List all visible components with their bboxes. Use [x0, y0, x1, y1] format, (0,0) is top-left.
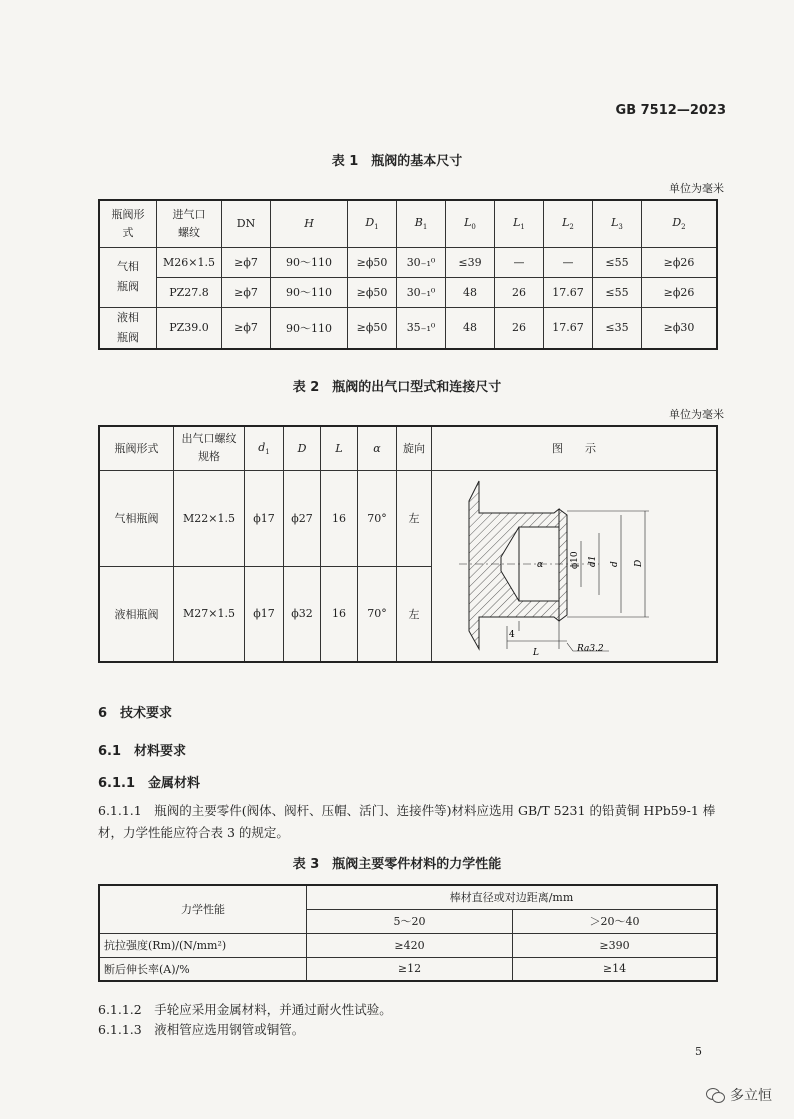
t1-cell: ≥ϕ7 — [222, 307, 271, 349]
t1-cell: — — [544, 247, 593, 277]
t3-cell: ≥420 — [307, 933, 513, 957]
t2-cell: 气相瓶阀 — [99, 470, 174, 566]
section-6-1-1-heading: 6.1.1 金属材料 — [98, 776, 201, 791]
t2-cell: 16 — [321, 470, 358, 566]
t3-row-label: 抗拉强度(Rm)/(N/mm²) — [99, 933, 307, 957]
t1-h-l2: $L_2$ — [544, 200, 593, 247]
t1-cell: ≥ϕ7 — [222, 277, 271, 307]
t2-cell: 16 — [321, 566, 358, 662]
t2-h-dir: 旋向 — [397, 426, 432, 470]
fig-phi10: ϕ10 — [570, 551, 580, 569]
fig-d1: d1 — [588, 555, 598, 567]
t1-h-b1: $B_1$ — [397, 200, 446, 247]
fig-D: D — [634, 559, 644, 567]
t3-h-sub1: 5～20 — [307, 909, 513, 933]
t1-cell: PZ27.8 — [157, 277, 222, 307]
watermark-text: 多立恒 — [730, 1088, 772, 1104]
table3-caption: 表 3 瓶阀主要零件材料的力学性能 — [292, 857, 502, 872]
t1-cell: ≤55 — [593, 277, 642, 307]
t2-h-figure: 图 示 — [432, 426, 718, 470]
paragraph-6-1-1-3: 6.1.1.3 液相管应选用钢管或铜管。 — [98, 1022, 305, 1037]
fig-4: 4 — [509, 629, 515, 640]
t2-cell: 液相瓶阀 — [99, 566, 174, 662]
t1-cell: PZ39.0 — [157, 307, 222, 349]
t1-cell: 17.67 — [544, 307, 593, 349]
fig-alpha: α — [537, 559, 544, 570]
table2-unit: 单位为毫米 — [669, 408, 724, 421]
t1-cell: ≥ϕ50 — [348, 307, 397, 349]
t2-h-d1: $d_1$ — [245, 426, 284, 470]
page-number: 5 — [695, 1045, 702, 1058]
t2-h-L: L — [321, 426, 358, 470]
t2-h-D: D — [284, 426, 321, 470]
standard-code: GB 7512—2023 — [615, 103, 726, 118]
t1-h-l1: $L_1$ — [495, 200, 544, 247]
paragraph-6-1-1-2: 6.1.1.2 手轮应采用金属材料，并通过耐火性试验。 — [98, 1002, 392, 1017]
t1-h-thread: 进气口螺纹 — [157, 200, 222, 247]
t1-cell: ≥ϕ50 — [348, 277, 397, 307]
table1 — [98, 199, 718, 350]
t1-h-d2: $D_2$ — [642, 200, 718, 247]
t1-cell: ≥ϕ7 — [222, 247, 271, 277]
t1-cell: ≥ϕ50 — [348, 247, 397, 277]
t2-cell: 左 — [397, 470, 432, 566]
t1-form-liquid: 液相瓶阀 — [99, 307, 157, 349]
t1-cell: 48 — [446, 307, 495, 349]
t2-cell: ϕ17 — [245, 566, 284, 662]
t1-cell: ≥ϕ30 — [642, 307, 718, 349]
wechat-icon — [706, 1088, 724, 1102]
t1-cell: 90～110 — [271, 307, 348, 349]
t1-cell: 30₋₁⁰ — [397, 247, 446, 277]
t2-cell: ϕ27 — [284, 470, 321, 566]
t1-cell: ≤39 — [446, 247, 495, 277]
t2-figure-cell — [432, 470, 718, 662]
watermark — [706, 1085, 772, 1105]
t1-h-l0: $L_0$ — [446, 200, 495, 247]
t1-cell: ≤35 — [593, 307, 642, 349]
t2-h-thread: 出气口螺纹规格 — [174, 426, 245, 470]
table1-caption: 表 1 瓶阀的基本尺寸 — [331, 154, 463, 169]
t2-cell: ϕ17 — [245, 470, 284, 566]
t3-cell: ≥14 — [513, 957, 718, 981]
t3-h-sub2: ＞20～40 — [513, 909, 718, 933]
t1-h-h: H — [271, 200, 348, 247]
section-6-heading: 6 技术要求 — [98, 706, 173, 721]
t1-cell: 17.67 — [544, 277, 593, 307]
t1-cell: ≤55 — [593, 247, 642, 277]
t3-cell: ≥12 — [307, 957, 513, 981]
paragraph-6-1-1-1: 6.1.1.1 瓶阀的主要零件(阀体、阀杆、压帽、活门、连接件等)材料应选用 GB/T 5231 的铅黄铜 HPb59-1 棒材，力学性能应符合表 3 的规定。 — [98, 803, 716, 840]
table2-caption: 表 2 瓶阀的出气口型式和连接尺寸 — [292, 380, 502, 395]
t1-cell: M26×1.5 — [157, 247, 222, 277]
t1-cell: 90～110 — [271, 277, 348, 307]
t1-cell: ≥ϕ26 — [642, 247, 718, 277]
table3 — [98, 884, 718, 982]
t1-h-d1: $D_1$ — [348, 200, 397, 247]
t1-cell: 35₋₁⁰ — [397, 307, 446, 349]
t1-cell: ≥ϕ26 — [642, 277, 718, 307]
t2-cell: M22×1.5 — [174, 470, 245, 566]
t3-h-property: 力学性能 — [99, 885, 307, 933]
t3-row-label: 断后伸长率(A)/% — [99, 957, 307, 981]
t2-cell: ϕ32 — [284, 566, 321, 662]
t3-cell: ≥390 — [513, 933, 718, 957]
t2-cell: 左 — [397, 566, 432, 662]
t1-cell: 48 — [446, 277, 495, 307]
t1-h-dn: DN — [222, 200, 271, 247]
t2-cell: 70° — [358, 470, 397, 566]
t2-cell: 70° — [358, 566, 397, 662]
t1-cell: 30₋₁⁰ — [397, 277, 446, 307]
t1-h-form: 瓶阀形式 — [99, 200, 157, 247]
t2-h-alpha: α — [358, 426, 397, 470]
t1-cell: 26 — [495, 307, 544, 349]
fig-L: L — [533, 647, 539, 658]
t3-h-span: 棒材直径或对边距离/mm — [307, 885, 718, 909]
t2-h-form: 瓶阀形式 — [99, 426, 174, 470]
t2-cell: M27×1.5 — [174, 566, 245, 662]
t1-h-l3: $L_3$ — [593, 200, 642, 247]
section-6-1-heading: 6.1 材料要求 — [98, 744, 187, 759]
t1-cell: — — [495, 247, 544, 277]
table1-unit: 单位为毫米 — [669, 182, 724, 195]
t1-cell: 90～110 — [271, 247, 348, 277]
fig-d: d — [610, 560, 620, 567]
fig-ra: Ra3.2 — [577, 643, 604, 654]
table2 — [98, 425, 718, 663]
t1-form-gas: 气相瓶阀 — [99, 247, 157, 307]
t1-cell: 26 — [495, 277, 544, 307]
outlet-drawing — [449, 471, 699, 661]
